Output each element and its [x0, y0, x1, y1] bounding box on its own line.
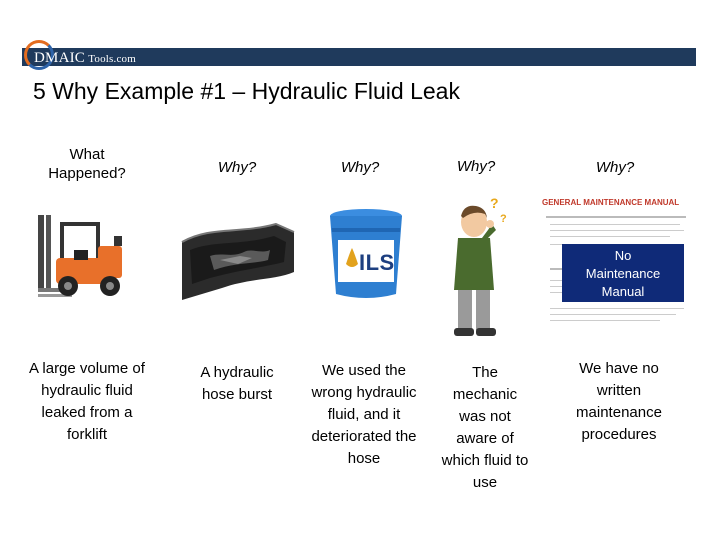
answer-what-happened: A large volume of hydraulic fluid leaked from a forklift [29, 360, 145, 443]
answer-why-3: The mechanic was not aware of which fluid to use [441, 364, 529, 491]
heading-why-4: Why? [595, 159, 635, 176]
no-maintenance-manual-box [562, 244, 684, 302]
heading-why-3: Why? [456, 158, 496, 175]
confused-mechanic-image [448, 194, 512, 340]
manual-doc-title: GENERAL MAINTENANCE MANUAL [542, 198, 680, 207]
heading-why-1: Why? [217, 159, 257, 176]
logo-text-small: Tools.com [88, 52, 136, 65]
manual-box-line3: Manual [601, 284, 645, 299]
forklift-image [36, 210, 134, 300]
manual-box-line2: Maintenance [585, 266, 661, 281]
bucket-label: ILS [359, 250, 395, 275]
logo-text [34, 50, 136, 67]
burst-hose-image [180, 212, 298, 302]
slide-title: 5 Why Example #1 – Hydraulic Fluid Leak [33, 78, 460, 104]
heading-why-2: Why? [340, 159, 380, 176]
answer-why-4: We have no written maintenance procedures [576, 360, 662, 443]
logo-text-big: DMAIC [34, 49, 86, 66]
answer-why-2: We used the wrong hydraulic fluid, and it deteriorated the hose [311, 362, 417, 467]
heading-what-happened: What Happened? [48, 146, 126, 182]
manual-box-line1: No [614, 248, 632, 263]
dmaic-logo [24, 40, 136, 70]
svg-text:?: ? [490, 195, 499, 211]
answer-why-1: A hydraulic hose burst [200, 364, 274, 403]
svg-text:?: ? [500, 213, 507, 225]
